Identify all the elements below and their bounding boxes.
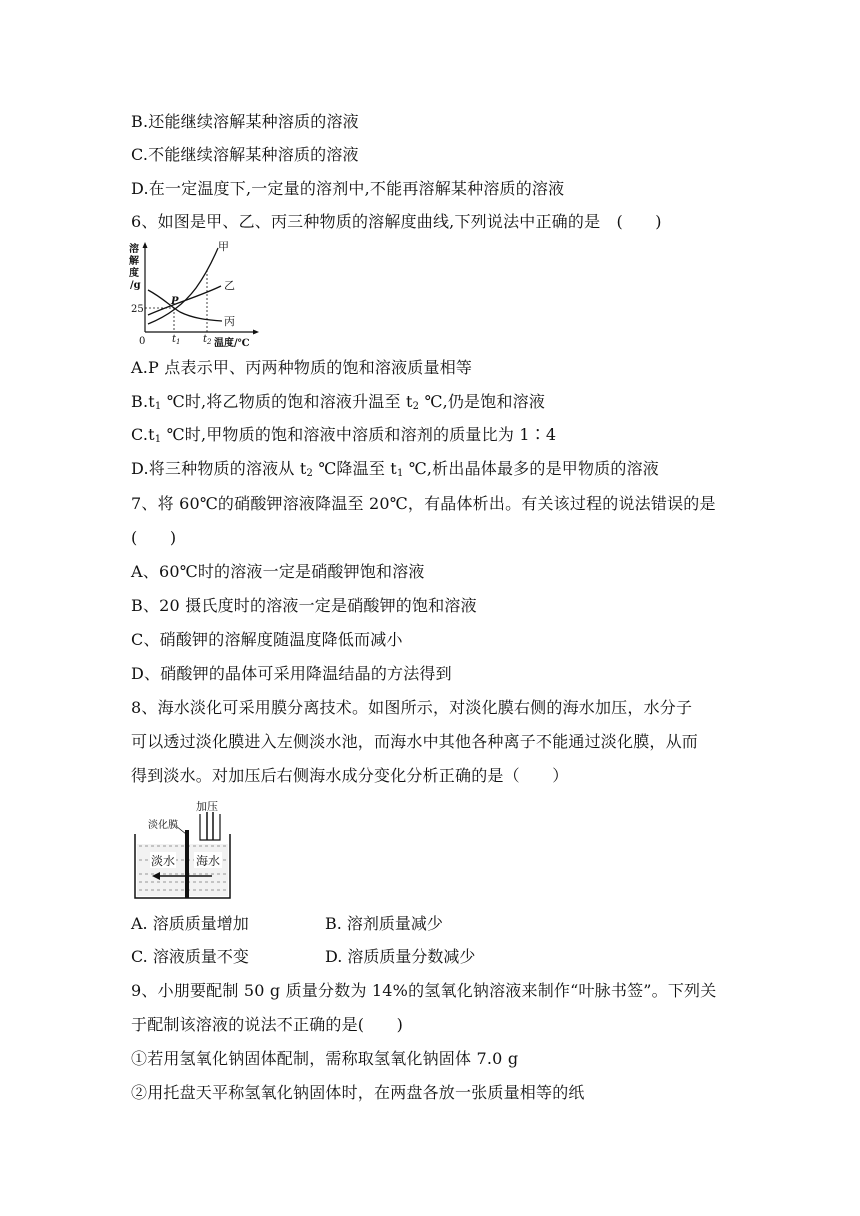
q7-paren: ( ): [131, 528, 177, 547]
y-axis-label-3: 度: [129, 268, 139, 279]
curve-bing: [148, 290, 222, 321]
piston: [200, 814, 220, 840]
q5-option-c: C.不能继续溶解某种溶质的溶液: [131, 145, 359, 164]
q8-option-d: D. 溶质质量分数减少: [325, 947, 476, 966]
x-axis-label: 温度/℃: [214, 338, 250, 348]
y-axis-label-2: 解: [129, 256, 139, 267]
q9-stem-line-1: 9、小朋要配制 50 g 质量分数为 14%的氢氧化钠溶液来制作“叶脉书签”。下列关: [131, 981, 717, 1000]
curve-label-jia: 甲: [218, 240, 229, 253]
q7-option-b: B、20 摄氏度时的溶液一定是硝酸钾的饱和溶液: [131, 596, 477, 615]
q7-stem: 7、将 60℃的硝酸钾溶液降温至 20℃，有晶体析出。有关该过程的说法错误的是: [131, 494, 716, 513]
solubility-curve-figure: [128, 240, 268, 348]
x-axis-arrow: [253, 330, 259, 335]
label-pressure: 加压: [196, 800, 218, 813]
water: [137, 844, 228, 896]
curve-label-bing: 丙: [224, 315, 235, 328]
q8-option-a: A. 溶质质量增加: [131, 914, 249, 933]
q8-stem-line-1: 8、海水淡化可采用膜分离技术。如图所示，对淡化膜右侧的海水加压，水分子: [131, 698, 693, 717]
t1-tick: $t_1$: [172, 334, 181, 346]
q6-option-d: D.将三种物质的溶液从 $t_2$ ℃降温至 $t_1$ ℃,析出晶体最多的是甲物质的溶液: [131, 459, 659, 479]
y-axis-arrow: [143, 242, 148, 248]
label-fresh-water: 淡水: [151, 854, 176, 868]
point-p-label: P: [171, 296, 179, 307]
q6-option-b: $B.t_1$ ℃时,将乙物质的饱和溶液升温至 $t_2$ ℃,仍是饱和溶液: [131, 392, 546, 412]
label-sea-water: 海水: [196, 854, 221, 868]
q8-option-b: B. 溶剂质量减少: [325, 914, 443, 933]
label-membrane: 淡化膜: [148, 820, 178, 831]
curve-label-yi: 乙: [224, 279, 235, 292]
q8-option-c: C. 溶液质量不变: [131, 947, 249, 966]
q6-option-a: A.P 点表示甲、丙两种物质的饱和溶液质量相等: [131, 358, 473, 377]
curve-yi: [148, 286, 221, 315]
y-axis-label-1: 溶: [129, 244, 139, 255]
q5-option-d: D.在一定温度下,一定量的溶剂中,不能再溶解某种溶质的溶液: [131, 179, 565, 198]
origin-label: 0: [139, 336, 146, 347]
q9-item-1: ①若用氢氧化钠固体配制，需称取氢氧化钠固体 7.0 g: [131, 1049, 519, 1068]
y-axis-label-4: /g: [130, 280, 141, 291]
curve-jia: [148, 248, 218, 324]
y-tick-25: 25: [131, 304, 144, 315]
desalination-figure: [130, 798, 236, 902]
q9-stem-line-2: 于配制该溶液的说法不正确的是( ): [131, 1015, 404, 1034]
q8-stem-line-3: 得到淡水。对加压后右侧海水成分变化分析正确的是（ ）: [131, 766, 569, 785]
q6-option-c: $C.t_1$ ℃时,甲物质的饱和溶液中溶质和溶剂的质量比为 1∶4: [131, 425, 557, 445]
q5-option-b: B.还能继续溶解某种溶质的溶液: [131, 112, 359, 131]
q8-stem-line-2: 可以透过淡化膜进入左侧淡水池，而海水中其他各种离子不能通过淡化膜，从而: [131, 732, 699, 751]
q7-option-c: C、硝酸钾的溶解度随温度降低而减小: [131, 630, 403, 649]
q6-stem: 6、如图是甲、乙、丙三种物质的溶解度曲线,下列说法中正确的是 ( ): [131, 212, 662, 231]
q7-option-d: D、硝酸钾的晶体可采用降温结晶的方法得到: [131, 664, 452, 683]
q7-option-a: A、60℃时的溶液一定是硝酸钾饱和溶液: [131, 562, 425, 581]
q9-item-2: ②用托盘天平称氢氧化钠固体时，在两盘各放一张质量相等的纸: [131, 1083, 585, 1102]
t2-tick: $t_2$: [203, 334, 212, 346]
